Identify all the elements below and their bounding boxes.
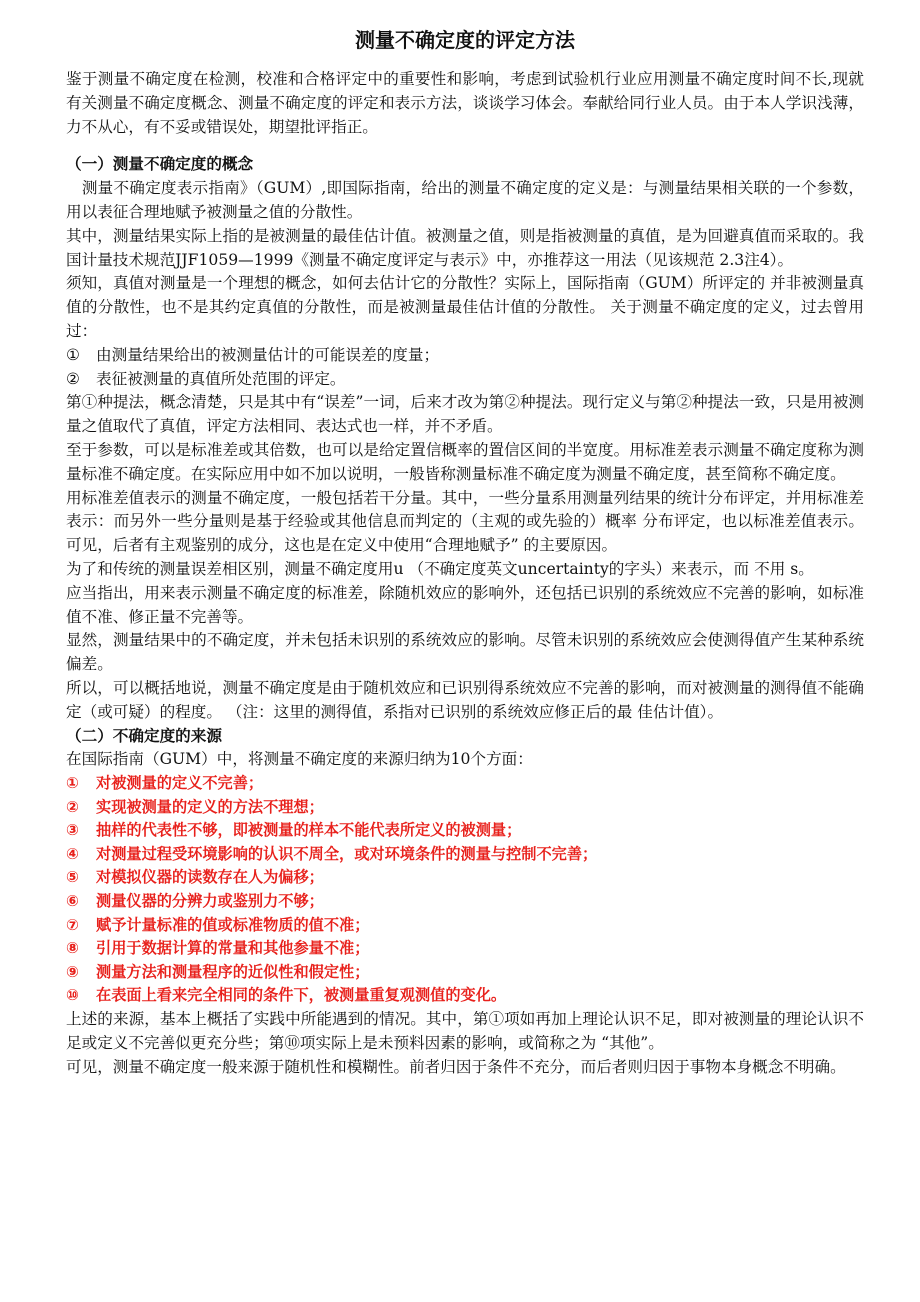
definition-item bbox=[66, 344, 864, 368]
item-text: 在表面上看来完全相同的条件下，被测量重复观测值的变化。 bbox=[96, 986, 507, 1005]
paragraph: 测量不确定度表示指南》（GUM）,即国际指南，给出的测量不确定度的定义是：与测量结果相关联的一个参数，用以表征合理地赋予被测量之值的分散性。 bbox=[66, 179, 864, 221]
paragraph: 显然，测量结果中的不确定度，并未包括未识别的系统效应的影响。尽管未识别的系统效应会使测得值产生某种系统偏差。 bbox=[66, 631, 864, 674]
item-text: 对测量过程受环境影响的认识不周全，或对环境条件的测量与控制不完善； bbox=[96, 844, 598, 863]
paragraph: 应当指出，用来表示测量不确定度的标准差，除随机效应的影响外，还包括已识别的系统效应不完善的影响，如标准值不准、修正量不完善等。 bbox=[66, 583, 864, 626]
paragraph: 上述的来源，基本上概括了实践中所能遇到的情况。其中，第①项如再加上理论认识不足，即对被测量的理论认识不足或定义不完善似更充分些；第⑩项实际上是未预料因素的影响，或简称之为 “其他”。 bbox=[66, 1010, 864, 1052]
item-text: 赋予计量标准的值或标准物质的值不准； bbox=[96, 915, 370, 934]
paragraph: 其中，测量结果实际上指的是被测量的最佳估计值。被测量之值，则是指被测量的真值，是为回避真值而采取的。我国计量技术规范JJF1059—1999《测量不确定度评定与表示》中，亦推荐这一用法（见该规范 2.3注4）。 bbox=[66, 226, 864, 269]
document-title: 测量不确定度的评定方法 bbox=[355, 28, 575, 52]
paragraph: 为了和传统的测量误差相区别，测量不确定度用u （不确定度英文uncertainty的字头）来表示，而 不用 s。 bbox=[66, 559, 814, 578]
item-text: 引用于数据计算的常量和其他参量不准； bbox=[96, 939, 370, 958]
item-marker: ⑤ bbox=[66, 868, 79, 887]
item-marker: ③ bbox=[66, 821, 79, 840]
item-marker: ⑧ bbox=[66, 939, 79, 958]
source-item bbox=[66, 961, 864, 985]
paragraph: 至于参数，可以是标准差或其倍数，也可以是给定置信概率的置信区间的半宽度。用标准差表示测量不确定度称为测量标准不确定度。在实际应用中如不加以说明，一般皆称测量标准不确定度为测量不确定度，甚至简称不确定度。 bbox=[66, 440, 864, 483]
source-item bbox=[66, 890, 864, 914]
item-marker: ⑨ bbox=[66, 962, 79, 981]
paragraph: 可见，测量不确定度一般来源于随机性和模糊性。前者归因于条件不充分，而后者则归因于事物本身概念不明确。 bbox=[66, 1057, 846, 1076]
paragraph: 用标准差值表示的测量不确定度，一般包括若干分量。其中，一些分量系用测量列结果的统计分布评定，并用标准差表示：而另外一些分量则是基于经验或其他信息而判定的（主观的或先验的）概率 分布评定，也以标准差值表示。可见，后者有主观鉴别的成分，这也是在定义中使用“合理地赋予” 的主要原因。 bbox=[66, 488, 864, 555]
source-item bbox=[66, 843, 864, 867]
item-marker: ① bbox=[66, 774, 79, 793]
paragraph: 在国际指南（GUM）中，将测量不确定度的来源归纳为10个方面： bbox=[66, 750, 533, 769]
source-item bbox=[66, 772, 864, 796]
source-item bbox=[66, 914, 864, 938]
section-heading-sources: （二）不确定度的来源 bbox=[66, 726, 222, 745]
item-text: 抽样的代表性不够，即被测量的样本不能代表所定义的被测量； bbox=[96, 821, 522, 840]
source-item bbox=[66, 819, 864, 843]
source-item bbox=[66, 796, 864, 820]
item-text: 测量方法和测量程序的近似性和假定性； bbox=[96, 962, 370, 981]
item-text: 实现被测量的定义的方法不理想； bbox=[96, 797, 324, 816]
section-heading-concept: （一）测量不确定度的概念 bbox=[66, 155, 254, 174]
paragraph: 第①种提法，概念清楚，只是其中有“误差”一词，后来才改为第②种提法。现行定义与第②种提法一致，只是用被测量之值取代了真值，评定方法相同、表达式也一样，并不矛盾。 bbox=[66, 393, 864, 436]
source-item bbox=[66, 937, 864, 961]
item-marker: ② bbox=[66, 369, 80, 388]
item-text: 测量仪器的分辨力或鉴别力不够； bbox=[96, 892, 324, 911]
item-marker: ⑥ bbox=[66, 892, 79, 911]
item-marker: ② bbox=[66, 797, 79, 816]
item-marker: ① bbox=[66, 345, 80, 364]
paragraph: 须知，真值对测量是一个理想的概念，如何去估计它的分散性？实际上，国际指南（GUM）所评定的 并非被测量真值的分散性，也不是其约定真值的分散性，而是被测量最佳估计值的分散性。 关于测量不确定度的定义，过去曾用过： bbox=[66, 274, 864, 340]
item-text: 表征被测量的真值所处范围的评定。 bbox=[96, 369, 346, 388]
source-list bbox=[66, 772, 864, 1008]
intro-paragraph: 鉴于测量不确定度在检测，校准和合格评定中的重要性和影响，考虑到试验机行业应用测量不确定度时间不长,现就有关测量不确定度概念、测量不确定度的评定和表示方法，谈谈学习体会。奉献给同行业人员。由于本人学识浅薄，力不从心，有不妥或错误处，期望批评指正。 bbox=[66, 70, 864, 136]
source-item bbox=[66, 866, 864, 890]
item-text: 对被测量的定义不完善； bbox=[96, 774, 264, 793]
item-marker: ⑦ bbox=[66, 915, 79, 934]
paragraph: 所以，可以概括地说，测量不确定度是由于随机效应和已识别得系统效应不完善的影响，而对被测量的测得值不能确定（或可疑）的程度。 （注：这里的测得值，系指对已识别的系统效应修正后的最 佳估计值）。 bbox=[66, 678, 864, 721]
item-marker: ⑩ bbox=[66, 986, 79, 1005]
item-marker: ④ bbox=[66, 844, 79, 863]
definition-item bbox=[66, 368, 864, 392]
item-text: 对模拟仪器的读数存在人为偏移； bbox=[96, 868, 324, 887]
source-item bbox=[66, 984, 864, 1008]
item-text: 由测量结果给出的被测量估计的可能误差的度量； bbox=[96, 345, 440, 364]
